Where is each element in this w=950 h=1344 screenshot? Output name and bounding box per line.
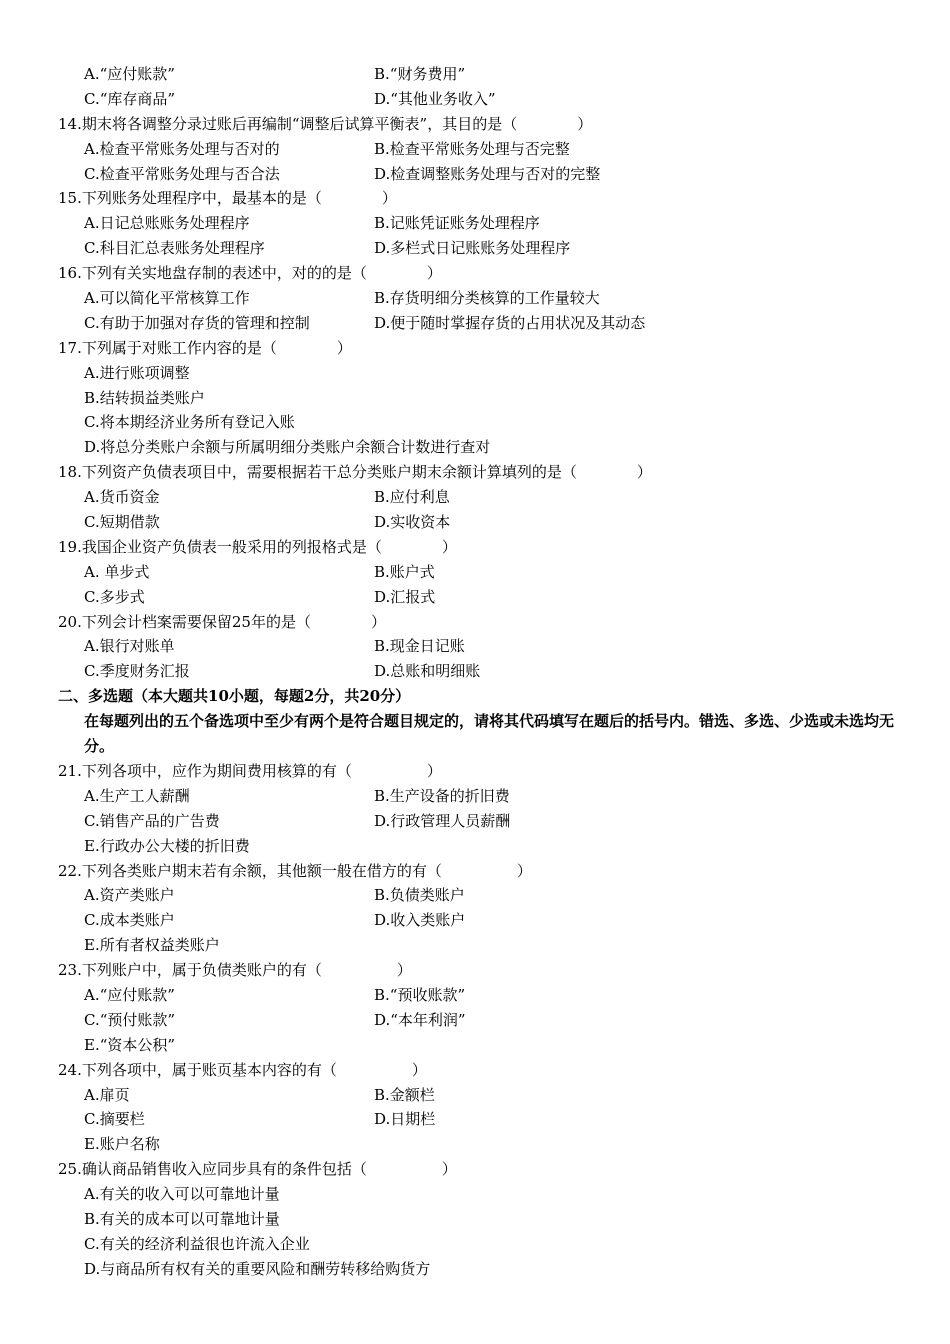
option: C.科目汇总表账务处理程序 <box>84 239 265 258</box>
question-stem: 23.下列账户中，属于负债类账户的有（ ） <box>58 961 412 980</box>
option-row <box>0 236 950 261</box>
option: D.总账和明细账 <box>374 662 481 681</box>
option: A.“应付账款” <box>84 985 175 1004</box>
option: B.现金日记账 <box>374 637 465 656</box>
option: D.检查调整账务处理与否对的完整 <box>374 164 601 183</box>
question-stem: 20.下列会计档案需要保留25年的是（ ） <box>58 612 386 631</box>
option-row <box>0 634 950 659</box>
option: C.短期借款 <box>84 513 160 532</box>
option: A.“应付账款” <box>84 65 175 83</box>
option: A.检查平常账务处理与否对的 <box>84 139 280 158</box>
option: D.“其他业务收入” <box>374 89 496 108</box>
question-stem: 16.下列有关实地盘存制的表述中，对的的是（ ） <box>58 264 442 283</box>
option-row <box>0 485 950 510</box>
option: C.多步式 <box>84 587 145 606</box>
option: C.销售产品的广告费 <box>84 811 220 830</box>
option: B.“财务费用” <box>374 65 466 83</box>
option: C.季度财务汇报 <box>84 662 190 681</box>
option: C.摘要栏 <box>84 1110 145 1129</box>
option: D.收入类账户 <box>374 911 466 930</box>
option: C.检查平常账务处理与否合法 <box>84 164 280 183</box>
option: E.所有者权益类账户 <box>84 936 220 955</box>
option-row <box>0 784 950 809</box>
option-row <box>0 62 950 87</box>
option-row <box>0 162 950 187</box>
option: D.便于随时掌握存货的占用状况及其动态 <box>374 313 646 332</box>
option: B.账户式 <box>374 562 435 581</box>
option: B.结转损益类账户 <box>84 388 205 407</box>
option-row <box>0 809 950 834</box>
question-stem: 18.下列资产负债表项目中，需要根据若干总分类账户期末余额计算填列的是（ ） <box>58 463 652 482</box>
option: D.“本年利润” <box>374 1010 466 1029</box>
option: B.检查平常账务处理与否完整 <box>374 139 570 158</box>
option: A.货币资金 <box>84 488 160 507</box>
option: C.将本期经济业务所有登记入账 <box>84 413 295 432</box>
question-stem: 14.期末将各调整分录过账后再编制“调整后试算平衡表”，其目的是（ ） <box>58 114 593 133</box>
option: B.应付利息 <box>374 488 450 507</box>
question-stem: 22.下列各类账户期末若有余额，其他额一般在借方的有（ ） <box>58 861 532 880</box>
question-stem: 25.确认商品销售收入应同步具有的条件包括（ ） <box>58 1160 457 1179</box>
option-row <box>0 560 950 585</box>
question-stem: 24.下列各项中，属于账页基本内容的有（ ） <box>58 1060 427 1079</box>
option: D.实收资本 <box>374 513 451 532</box>
option: D.与商品所有权有关的重要风险和酬劳转移给购货方 <box>84 1259 431 1278</box>
option-row <box>0 211 950 236</box>
option: E.“资本公积” <box>84 1035 176 1054</box>
option: B.金额栏 <box>374 1085 435 1104</box>
section-instruction: 在每题列出的五个备选项中至少有两个是符合题目规定的，请将其代码填写在题后的括号内。错选、多选、少选或未选均无分。 <box>84 712 895 756</box>
option: E.行政办公大楼的折旧费 <box>84 836 250 855</box>
option: A.扉页 <box>84 1085 130 1104</box>
option-row <box>0 659 950 684</box>
option: D.将总分类账户余额与所属明细分类账户余额合计数进行查对 <box>84 438 491 457</box>
option: B.有关的成本可以可靠地计量 <box>84 1210 280 1228</box>
option: C.“预付账款” <box>84 1010 176 1029</box>
option: D.行政管理人员薪酬 <box>374 811 511 830</box>
option-row <box>0 908 950 933</box>
section-title: 二、多选题（本大题共10小题，每题2分，共20分） <box>58 687 411 706</box>
option-row <box>0 311 950 336</box>
option-row <box>0 137 950 162</box>
option: A.银行对账单 <box>84 637 175 656</box>
option-row <box>0 1107 950 1132</box>
option: C.有助于加强对存货的管理和控制 <box>84 313 310 332</box>
option-row <box>0 286 950 311</box>
option: B.生产设备的折旧费 <box>374 786 510 805</box>
option: A.进行账项调整 <box>84 363 190 382</box>
option: B.“预收账款” <box>374 985 466 1004</box>
option: A.日记总账账务处理程序 <box>84 214 250 233</box>
option: A.有关的收入可以可靠地计量 <box>84 1185 280 1204</box>
option: D.多栏式日记账账务处理程序 <box>374 239 571 258</box>
option-row <box>0 1083 950 1108</box>
option: D.汇报式 <box>374 587 436 606</box>
option: D.日期栏 <box>374 1110 436 1129</box>
option: B.负债类账户 <box>374 886 465 905</box>
question-stem: 19.我国企业资产负债表一般采用的列报格式是（ ） <box>58 537 457 556</box>
option: A. 单步式 <box>84 562 150 581</box>
option: A.生产工人薪酬 <box>84 786 190 805</box>
option: B.存货明细分类核算的工作量较大 <box>374 289 600 308</box>
option: E.账户名称 <box>84 1135 160 1154</box>
question-stem: 21.下列各项中，应作为期间费用核算的有（ ） <box>58 761 442 780</box>
option-row <box>0 1008 950 1033</box>
option: C.成本类账户 <box>84 911 175 930</box>
option-row <box>0 510 950 535</box>
option-row <box>0 87 950 112</box>
option: B.记账凭证账务处理程序 <box>374 214 540 233</box>
option-row <box>0 883 950 908</box>
question-stem: 15.下列账务处理程序中，最基本的是（ ） <box>58 189 397 208</box>
option-row <box>0 983 950 1008</box>
option: C.“库存商品” <box>84 89 176 108</box>
option: C.有关的经济利益很也许流入企业 <box>84 1234 310 1253</box>
question-stem: 17.下列属于对账工作内容的是（ ） <box>58 338 352 357</box>
exam-page <box>0 62 950 1282</box>
option: A.资产类账户 <box>84 886 175 905</box>
option: A.可以简化平常核算工作 <box>84 289 250 308</box>
option-row <box>0 585 950 610</box>
